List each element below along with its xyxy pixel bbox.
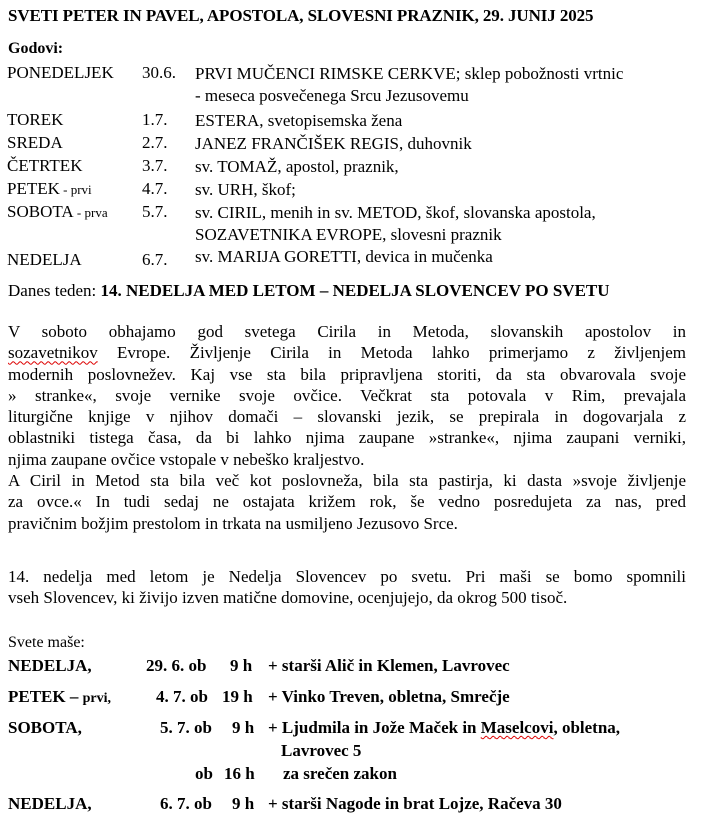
mass-time: 19 h	[222, 687, 253, 706]
paragraph-cyril-methodius: V soboto obhajamo god svetega Cirila in Metoda, slovanskih apostolov in sozavetnikov Evrope. Življenje Cirila in Metoda lahko primerjamo z življenjem modernih poslovnežev. Kaj vse sta bila pripravljena storiti, da sta obvarovala svoje » stranke«, svoje vernike svoje ovčice. Večkrat sta potovala v Rim, prevajala liturgične knjige v njihov domači – slovanski jezik, se prepirala in dogovarjala z oblastniki tistega časa, da bi lahko njima zaupane »stranke«, njima zaupani verniki, njima zaupane ovčice vstopale v nebeško kraljestvo. A Ciril in Metod sta bila več kot poslovneža, bila sta pastirja, ki dasta »svoje življenje za ovce.« In tudi sedaj ne ostajata križem rok, še vedno posredujeta za nas, pred pravičnim božjim prestolom in trkata na usmiljeno Jezusovo Srce.	[8, 322, 686, 533]
masses-heading: Svete maše:	[8, 634, 85, 651]
day-name: SREDA	[7, 133, 63, 152]
day-date: 4.7.	[142, 179, 168, 198]
day-date: 3.7.	[142, 156, 168, 175]
day-date: 5.7.	[142, 202, 168, 221]
day-name: SOBOTA - prva	[7, 202, 108, 221]
mass-date: 29. 6. ob	[146, 656, 207, 675]
next-week-line: Danes teden: 14. NEDELJA MED LETOM – NEDELJA SLOVENCEV PO SVETU	[8, 281, 610, 300]
mass-day: NEDELJA,	[8, 656, 92, 675]
mass-extra-ob: ob	[195, 764, 213, 783]
day-date: 6.7.	[142, 250, 168, 269]
day-feast: JANEZ FRANČIŠEK REGIS, duhovnik	[195, 134, 472, 153]
day-name: PONEDELJEK	[7, 63, 114, 82]
mass-intention: + Ljudmila in Jože Maček in Maselcovi, obletna,	[268, 718, 621, 737]
mass-extra-intention: za srečen zakon	[283, 764, 397, 783]
mass-day: SOBOTA,	[8, 718, 82, 737]
day-date: 1.7.	[142, 110, 168, 129]
mass-day: NEDELJA,	[8, 794, 92, 813]
day-date: 2.7.	[142, 133, 168, 152]
mass-time: 9 h	[230, 656, 253, 675]
day-name: NEDELJA	[7, 250, 82, 269]
mass-time: 9 h	[232, 794, 255, 813]
day-date: 30.6.	[142, 63, 176, 82]
day-feast: sv. TOMAŽ, apostol, praznik,	[195, 157, 399, 176]
godovi-heading: Godovi:	[8, 40, 64, 57]
paragraph-slovenians-abroad: 14. nedelja med letom je Nedelja Slovencev po svetu. Pri maši se bomo spomnili vseh Slovencev, ki živijo izven matične domovine, ocenjujejo, da okrog 500 tisoč.	[8, 567, 686, 608]
mass-intention: + starši Alič in Klemen, Lavrovec	[268, 656, 510, 675]
paragraph-line: sozavetnikov Evrope. Življenje Cirila in Metoda lahko primerjamo z življenjem	[8, 343, 686, 363]
mass-date: 6. 7. ob	[160, 794, 212, 813]
mass-intention-cont: Lavrovec 5	[281, 741, 362, 760]
mass-time: 9 h	[232, 718, 255, 737]
page-title: SVETI PETER IN PAVEL, APOSTOLA, SLOVESNI PRAZNIK, 29. JUNIJ 2025	[8, 6, 594, 25]
day-name: TOREK	[7, 110, 64, 129]
mass-extra-time: 16 h	[224, 764, 255, 783]
day-feast: ESTERA, svetopisemska žena	[195, 111, 403, 130]
day-name: ČETRTEK	[7, 156, 83, 175]
day-feast: sv. MARIJA GORETTI, devica in mučenka	[195, 247, 493, 266]
mass-date: 4. 7. ob	[156, 687, 208, 706]
day-feast: sv. CIRIL, menih in sv. METOD, škof, slovanska apostola, SOZAVETNIKA EVROPE, slovesni praznik	[195, 203, 596, 244]
mass-day: PETEK – prvi,	[8, 687, 112, 706]
mass-intention: + starši Nagode in brat Lojze, Račeva 30	[268, 794, 562, 813]
mass-intention: + Vinko Treven, obletna, Smrečje	[268, 687, 510, 706]
day-name: PETEK - prvi	[7, 179, 92, 198]
mass-date: 5. 7. ob	[160, 718, 212, 737]
day-feast: PRVI MUČENCI RIMSKE CERKVE; sklep pobožnosti vrtnic - meseca posvečenega Srcu Jezusovemu	[195, 64, 624, 105]
day-feast: sv. URH, škof;	[195, 180, 296, 199]
